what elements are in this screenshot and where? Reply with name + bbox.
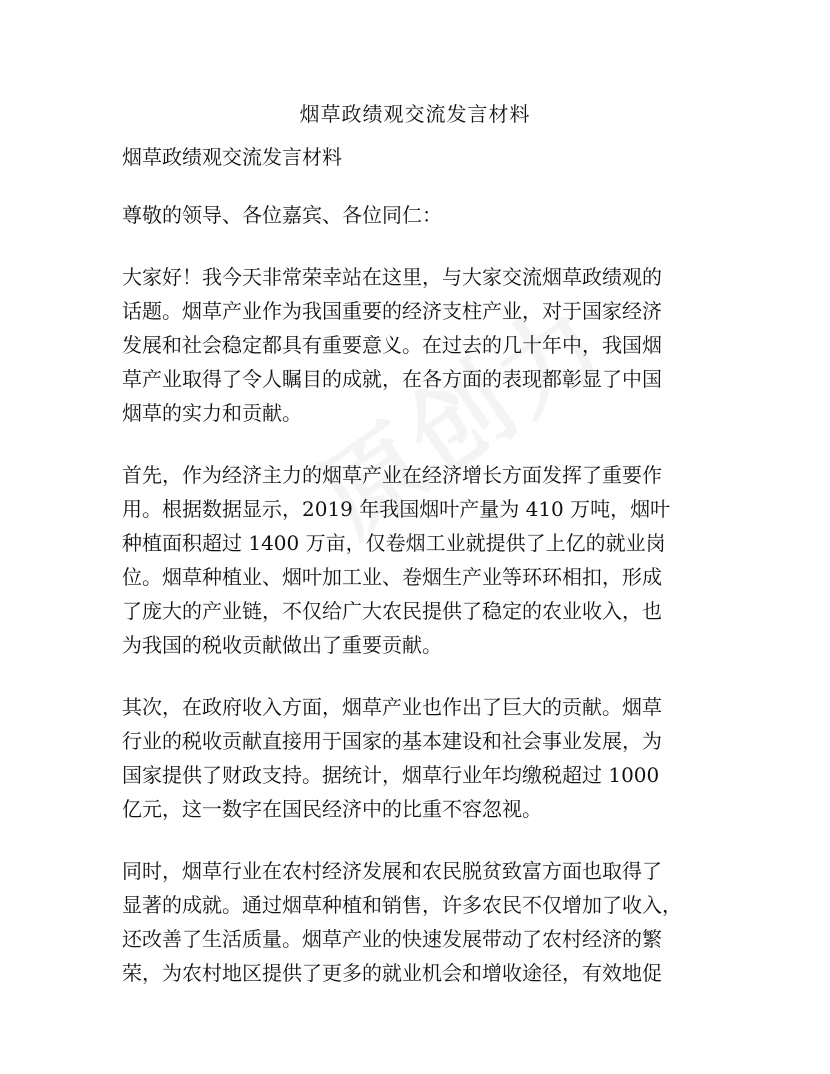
paragraph-line: 显著的成就。通过烟草种植和销售，许多农民不仅增加了收入，	[122, 893, 682, 917]
paragraph-line: 了庞大的产业链，不仅给广大农民提供了稳定的农业收入，也	[122, 599, 662, 623]
paragraph-4	[122, 854, 722, 990]
paragraph-line: 烟草的实力和贡献。	[122, 401, 302, 425]
paragraph-1	[122, 260, 722, 430]
paragraph-3	[122, 690, 722, 826]
paragraph-line: 亿元，这一数字在国民经济中的比重不容忽视。	[122, 797, 542, 821]
paragraph-line: 首先，作为经济主力的烟草产业在经济增长方面发挥了重要作	[122, 463, 662, 487]
salutation: 尊敬的领导、各位嘉宾、各位同仁：	[122, 203, 442, 227]
paragraph-line: 同时，烟草行业在农村经济发展和农民脱贫致富方面也取得了	[122, 859, 662, 883]
document-body	[122, 140, 722, 990]
paragraph-line: 还改善了生活质量。烟草产业的快速发展带动了农村经济的繁	[122, 927, 662, 951]
paragraph-line: 种植面积超过 1400 万亩，仅卷烟工业就提供了上亿的就业岗	[122, 531, 666, 555]
paragraph-line: 用。根据数据显示，2019 年我国烟叶产量为 410 万吨，烟叶	[122, 497, 671, 521]
paragraph-line: 位。烟草种植业、烟叶加工业、卷烟生产业等环环相扣，形成	[122, 565, 662, 589]
document-title: 烟草政绩观交流发言材料	[299, 102, 531, 126]
paragraph-2	[122, 458, 722, 662]
paragraph-line: 国家提供了财政支持。据统计，烟草行业年均缴税超过 1000	[122, 763, 660, 787]
paragraph-line: 大家好！我今天非常荣幸站在这里，与大家交流烟草政绩观的	[122, 265, 662, 289]
paragraph-line: 草产业取得了令人瞩目的成就，在各方面的表现都彰显了中国	[122, 367, 662, 391]
paragraph-line: 荣，为农村地区提供了更多的就业机会和增收途径，有效地促	[122, 961, 662, 985]
paragraph-line: 行业的税收贡献直接用于国家的基本建设和社会事业发展，为	[122, 729, 662, 753]
subtitle: 烟草政绩观交流发言材料	[122, 145, 342, 169]
paragraph-line: 其次，在政府收入方面，烟草产业也作出了巨大的贡献。烟草	[122, 695, 662, 719]
paragraph-line: 发展和社会稳定都具有重要意义。在过去的几十年中，我国烟	[122, 333, 662, 357]
paragraph-line: 为我国的税收贡献做出了重要贡献。	[122, 633, 442, 657]
paragraph-line: 话题。烟草产业作为我国重要的经济支柱产业，对于国家经济	[122, 299, 662, 323]
